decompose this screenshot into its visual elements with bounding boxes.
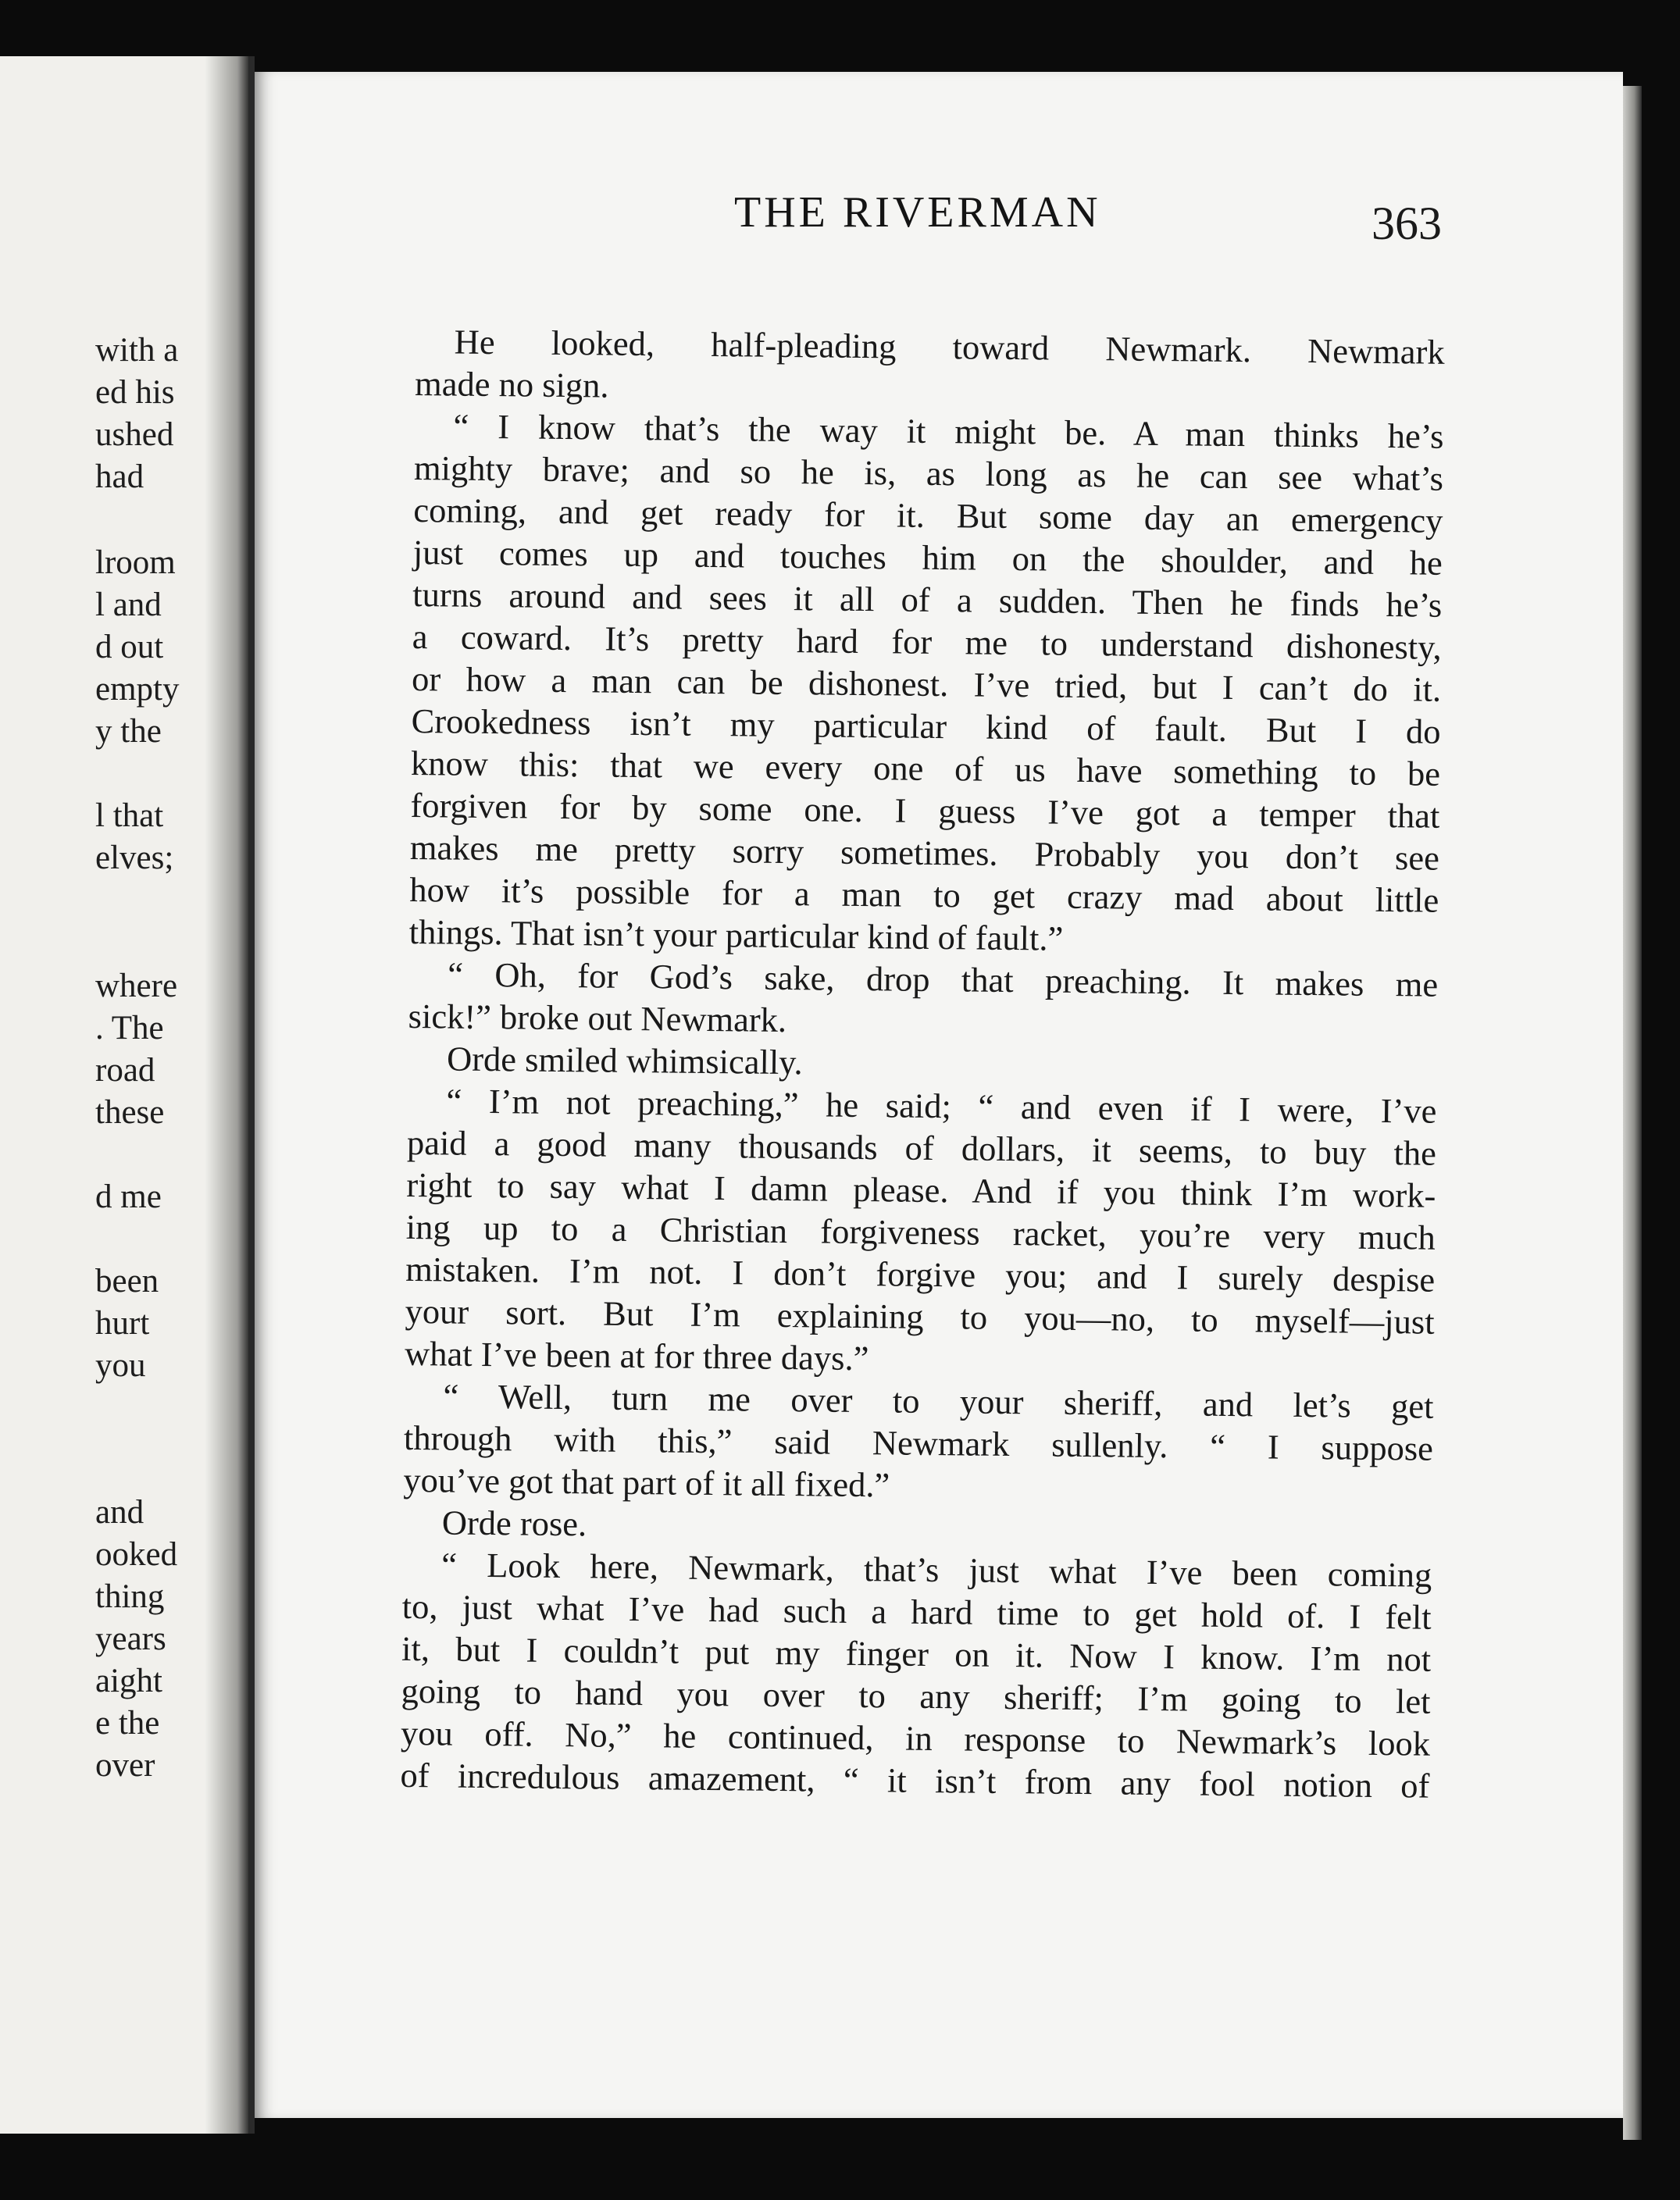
- text-line: “ Well, turn me over to your sheriff, and let’s get: [443, 1376, 1434, 1426]
- facing-page-fragment: . The: [95, 1010, 164, 1047]
- text-line: paid a good many thousands of dollars, it seems, to buy the: [406, 1122, 1437, 1173]
- running-title: THE RIVERMAN: [734, 188, 1101, 237]
- text-line: to, just what I’ve had such a hard time to get hold of. I felt: [401, 1586, 1432, 1637]
- text-line: you off. No,” he continued, in response to Newmark’s look: [400, 1713, 1431, 1763]
- text-line: of incredulous amazement, “ it isn’t from any fool notion of: [400, 1755, 1430, 1806]
- facing-page-fragment: e the: [95, 1705, 160, 1742]
- facing-page-fragment: hurt: [95, 1305, 150, 1342]
- facing-page-fragment: years: [95, 1621, 166, 1657]
- facing-page-fragment: where: [95, 968, 178, 1004]
- text-line: “ I’m not preaching,” he said; “ and even if I were, I’ve: [446, 1081, 1437, 1131]
- gutter-shadow: [205, 56, 251, 2134]
- facing-page-fragment: you: [95, 1347, 146, 1384]
- text-line: it, but I couldn’t put my finger on it. Now I know. I’m not: [401, 1628, 1432, 1679]
- facing-page-fragment: l and: [95, 587, 162, 623]
- facing-page-fragment: d me: [95, 1178, 162, 1215]
- text-line: made no sign.: [414, 363, 609, 405]
- text-line: you’ve got that part of it all fixed.”: [403, 1460, 890, 1505]
- text-line: know this: that we every one of us have something to be: [410, 743, 1441, 793]
- facing-page-fragment: l that: [95, 797, 164, 834]
- text-line: sick!” broke out Newmark.: [408, 996, 787, 1040]
- facing-page-fragment: lroom: [95, 544, 176, 581]
- text-line: mistaken. I’m not. I don’t forgive you; and I surely despise: [405, 1249, 1436, 1300]
- text-line: coming, and get ready for it. But some day an emergency: [413, 490, 1443, 540]
- text-line: going to hand you over to any sheriff; I’m going to let: [401, 1671, 1431, 1721]
- facing-page-fragment: and: [95, 1494, 144, 1531]
- facing-page-fragment: with a: [95, 332, 179, 369]
- text-line: through with this,” said Newmark sullenly. “ I suppose: [403, 1417, 1434, 1468]
- text-line: mighty brave; and so he is, as long as he can see what’s: [413, 447, 1444, 498]
- text-line: forgiven for by some one. I guess I’ve got a temper that: [410, 785, 1440, 836]
- text-line: how it’s possible for a man to get crazy mad about little: [409, 869, 1439, 920]
- facing-page-fragment: these: [95, 1094, 165, 1131]
- facing-page-fragment: been: [95, 1263, 159, 1300]
- text-line: just comes up and touches him on the shoulder, and he: [412, 532, 1443, 583]
- book-spine: [248, 56, 255, 2134]
- text-line: He looked, half-pleading toward Newmark. Newmark: [454, 322, 1445, 372]
- facing-page-fragment: ed his: [95, 374, 175, 411]
- text-line: or how a man can be dishonest. I’ve tried, but I can’t do it.: [411, 658, 1442, 709]
- running-head: [0, 187, 1680, 250]
- text-line: makes me pretty sorry sometimes. Probably you don’t see: [409, 827, 1440, 878]
- text-line: ing up to a Christian forgiveness racket, you’re very much: [405, 1207, 1436, 1257]
- facing-page-fragment: d out: [95, 629, 164, 665]
- page-number: 363: [1371, 198, 1442, 249]
- facing-page-fragment: y the: [95, 713, 162, 750]
- facing-page-fragment: road: [95, 1052, 155, 1089]
- text-line: Crookedness isn’t my particular kind of fault. But I do: [411, 701, 1441, 751]
- body-text: [399, 320, 1445, 1893]
- facing-page-fragment: thing: [95, 1578, 165, 1615]
- text-line: right to say what I damn please. And if you think I’m work-: [406, 1164, 1436, 1215]
- facing-page-fragment: elves;: [95, 840, 174, 876]
- facing-page-fragment: ushed: [95, 416, 174, 453]
- text-line: things. That isn’t your particular kind of fault.”: [408, 911, 1064, 958]
- facing-page-fragment: over: [95, 1747, 155, 1784]
- facing-page-fragment: aight: [95, 1663, 162, 1699]
- text-line: Orde rose.: [441, 1503, 587, 1544]
- facing-page-fragment: ooked: [95, 1536, 178, 1573]
- text-line: “ I know that’s the way it might be. A man thinks he’s: [453, 406, 1444, 456]
- page-edge: [1623, 86, 1642, 2140]
- text-line: a coward. It’s pretty hard for me to understand dishonesty,: [412, 616, 1442, 667]
- text-line: “ Oh, for God’s sake, drop that preaching. It makes me: [447, 954, 1439, 1004]
- text-line: “ Look here, Newmark, that’s just what I’ve been coming: [441, 1545, 1432, 1595]
- facing-page-fragment: empty: [95, 671, 180, 708]
- text-line: Orde smiled whimsically.: [446, 1039, 803, 1082]
- text-line: your sort. But I’m explaining to you—no, to myself—just: [405, 1291, 1435, 1342]
- text-line: what I’ve been at for three days.”: [404, 1333, 869, 1378]
- facing-page-fragment: had: [95, 458, 144, 495]
- text-line: turns around and sees it all of a sudden. Then he finds he’s: [412, 574, 1443, 625]
